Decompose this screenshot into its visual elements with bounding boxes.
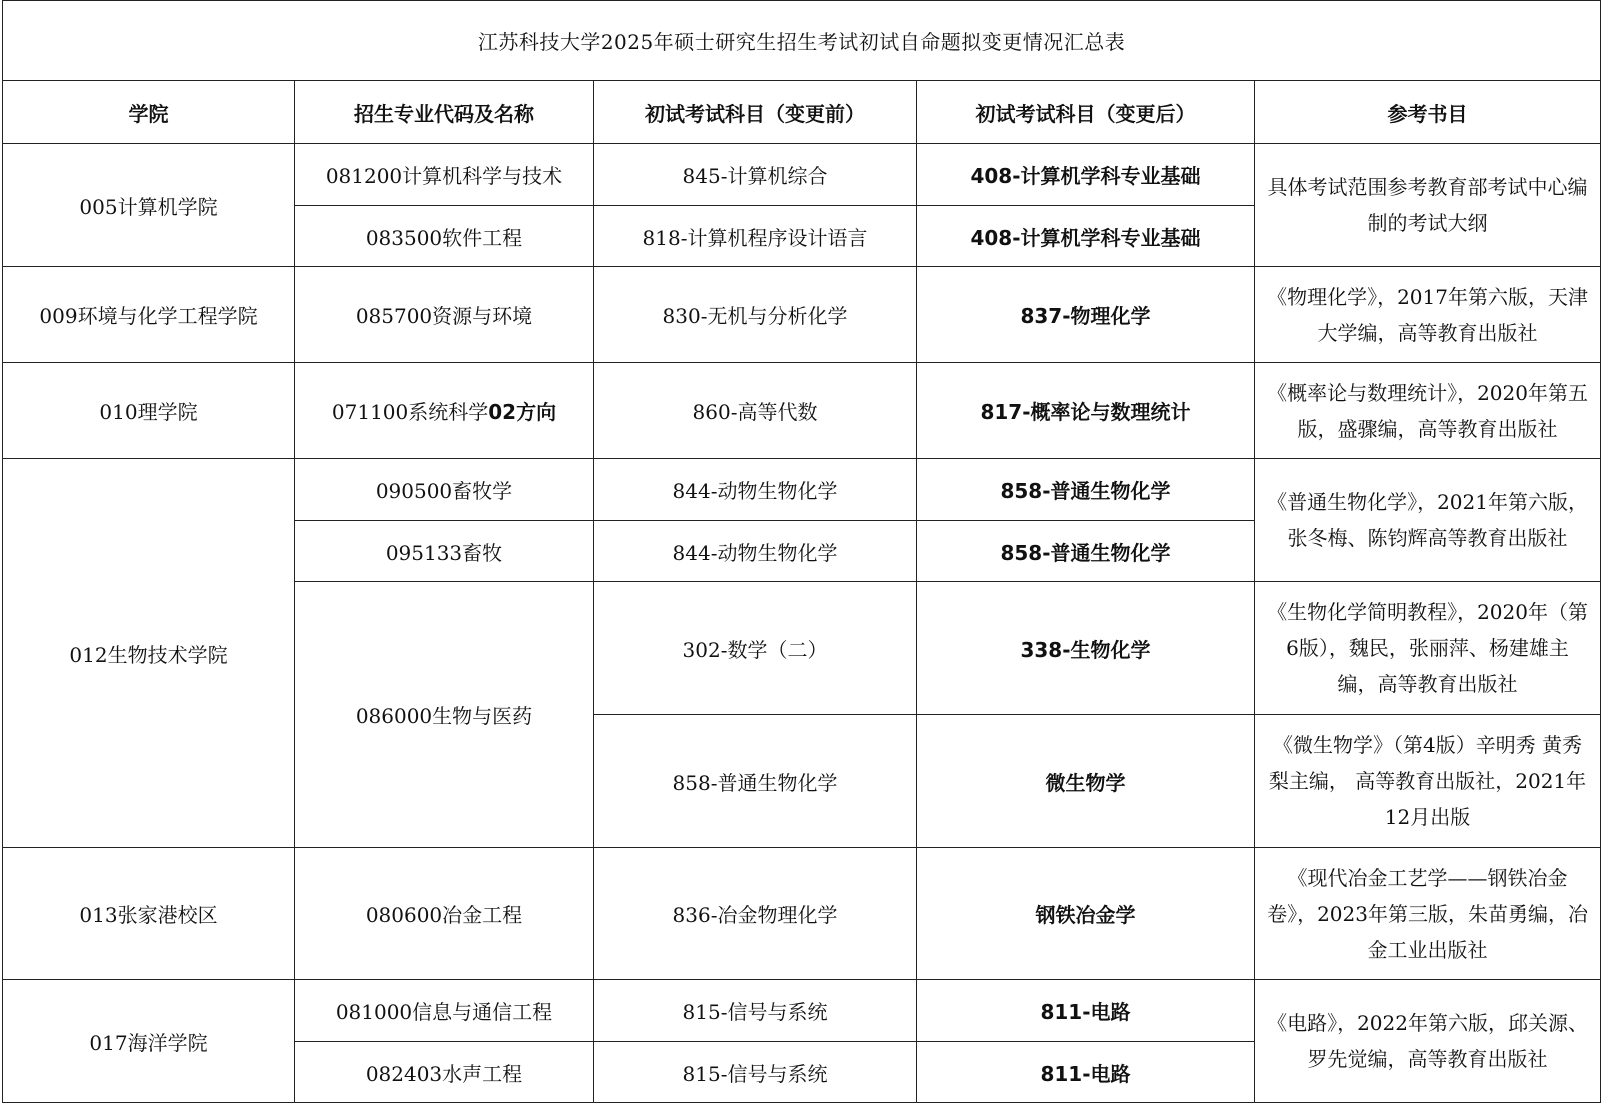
college-cell: 017海洋学院	[3, 980, 295, 1103]
reference-cell: 《普通生物化学》，2021年第六版，张冬梅、陈钧辉高等教育出版社	[1255, 459, 1601, 582]
college-cell: 005计算机学院	[3, 144, 295, 267]
before-cell: 858-普通生物化学	[594, 715, 917, 848]
major-cell: 080600冶金工程	[295, 848, 594, 980]
reference-cell: 《物理化学》，2017年第六版，天津大学编，高等教育出版社	[1255, 267, 1601, 363]
before-cell: 830-无机与分析化学	[594, 267, 917, 363]
after-cell: 811-电路	[917, 980, 1255, 1042]
reference-cell: 《现代冶金工艺学——钢铁冶金卷》，2023年第三版，朱苗勇编，冶金工业出版社	[1255, 848, 1601, 980]
after-cell: 837-物理化学	[917, 267, 1255, 363]
after-cell: 微生物学	[917, 715, 1255, 848]
major-cell: 090500畜牧学	[295, 459, 594, 521]
after-cell: 858-普通生物化学	[917, 459, 1255, 521]
major-cell: 083500软件工程	[295, 206, 594, 267]
reference-cell: 《概率论与数理统计》，2020年第五版，盛骤编，高等教育出版社	[1255, 363, 1601, 459]
header-row	[3, 81, 1601, 144]
after-cell: 338-生物化学	[917, 582, 1255, 715]
college-cell: 012生物技术学院	[3, 459, 295, 848]
table-row	[3, 363, 1601, 459]
table-row	[3, 144, 1601, 206]
major-text: 071100系统科学	[331, 400, 489, 424]
major-cell: 082403水声工程	[295, 1042, 594, 1103]
before-cell: 302-数学（二）	[594, 582, 917, 715]
table-row	[3, 980, 1601, 1042]
reference-cell: 《微生物学》（第4版）辛明秀 黄秀梨主编， 高等教育出版社，2021年12月出版	[1255, 715, 1601, 848]
before-cell: 818-计算机程序设计语言	[594, 206, 917, 267]
after-cell: 408-计算机学科专业基础	[917, 144, 1255, 206]
before-cell: 844-动物生物化学	[594, 459, 917, 521]
after-cell: 858-普通生物化学	[917, 521, 1255, 582]
header-after: 初试考试科目（变更后）	[917, 81, 1255, 144]
reference-cell: 《生物化学简明教程》，2020年（第6版），魏民，张丽萍、杨建雄主编，高等教育出版社	[1255, 582, 1601, 715]
table-title: 江苏科技大学2025年硕士研究生招生考试初试自命题拟变更情况汇总表	[3, 1, 1601, 81]
major-cell: 086000生物与医药	[295, 582, 594, 848]
before-cell: 860-高等代数	[594, 363, 917, 459]
major-cell: 095133畜牧	[295, 521, 594, 582]
after-cell: 408-计算机学科专业基础	[917, 206, 1255, 267]
table-row	[3, 267, 1601, 363]
major-cell: 081200计算机科学与技术	[295, 144, 594, 206]
before-cell: 815-信号与系统	[594, 980, 917, 1042]
before-cell: 845-计算机综合	[594, 144, 917, 206]
college-cell: 009环境与化学工程学院	[3, 267, 295, 363]
after-cell: 817-概率论与数理统计	[917, 363, 1255, 459]
major-cell: 085700资源与环境	[295, 267, 594, 363]
major-cell: 081000信息与通信工程	[295, 980, 594, 1042]
header-reference: 参考书目	[1255, 81, 1601, 144]
before-cell: 844-动物生物化学	[594, 521, 917, 582]
table-row	[3, 459, 1601, 521]
before-cell: 815-信号与系统	[594, 1042, 917, 1103]
header-before: 初试考试科目（变更前）	[594, 81, 917, 144]
summary-table	[2, 0, 1601, 1103]
header-major: 招生专业代码及名称	[295, 81, 594, 144]
title-row	[3, 1, 1601, 81]
after-cell: 钢铁冶金学	[917, 848, 1255, 980]
college-cell: 010理学院	[3, 363, 295, 459]
after-cell: 811-电路	[917, 1042, 1255, 1103]
major-cell	[295, 363, 594, 459]
reference-cell: 《电路》，2022年第六版，邱关源、罗先觉编，高等教育出版社	[1255, 980, 1601, 1103]
college-cell: 013张家港校区	[3, 848, 295, 980]
before-cell: 836-冶金物理化学	[594, 848, 917, 980]
table-row	[3, 848, 1601, 980]
reference-cell: 具体考试范围参考教育部考试中心编制的考试大纲	[1255, 144, 1601, 267]
major-direction: 02方向	[488, 400, 557, 424]
header-college: 学院	[3, 81, 295, 144]
